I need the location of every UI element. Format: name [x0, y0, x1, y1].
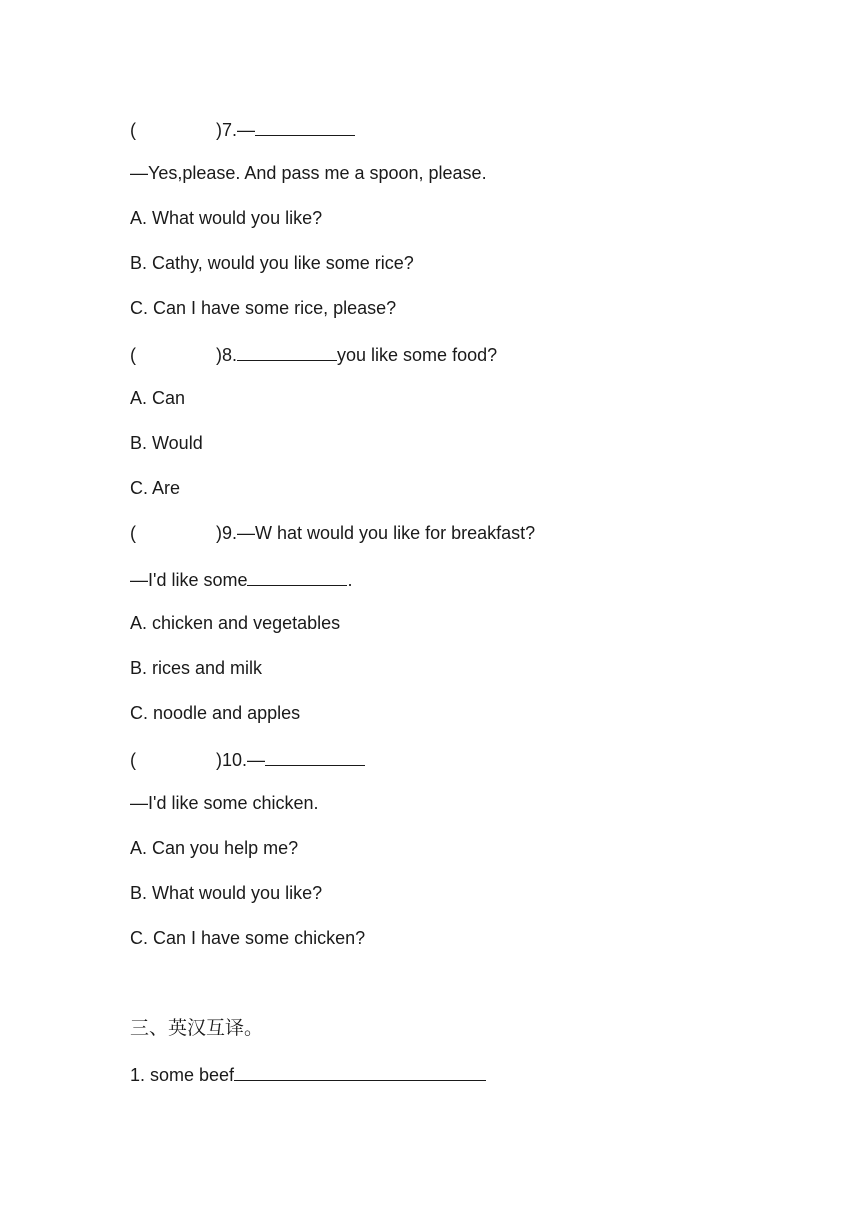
question-9-stem [130, 522, 535, 544]
q10-number: )10.— [216, 750, 266, 770]
q9-option-b: B. rices and milk [130, 658, 263, 678]
q10-option-a: A. Can you help me? [130, 838, 299, 858]
q10-open-paren: ( [130, 750, 136, 770]
q9-reply-pre: —I'd like some [130, 570, 248, 590]
translation-item-1-blank [234, 1062, 486, 1081]
q8-after-blank: you like some food? [337, 345, 498, 365]
question-7-stem [130, 117, 355, 141]
q10-option-c: C. Can I have some chicken? [130, 928, 366, 948]
q7-option-a: A. What would you like? [130, 208, 323, 228]
q9-reply [130, 567, 353, 591]
q9-blank [247, 567, 347, 586]
q10-option-b: B. What would you like? [130, 883, 323, 903]
q7-reply: —Yes,please. And pass me a spoon, please. [130, 163, 487, 183]
q8-option-a: A. Can [130, 388, 186, 408]
q7-blank [255, 117, 355, 136]
q9-reply-post: . [347, 570, 353, 590]
translation-item-1 [130, 1062, 486, 1086]
q8-blank [237, 342, 337, 361]
q9-number: )9.—W hat would you like for breakfast? [216, 523, 536, 543]
q8-number: )8. [216, 345, 238, 365]
q8-option-c: C. Are [130, 478, 181, 498]
q10-reply: —I'd like some chicken. [130, 793, 319, 813]
q9-open-paren: ( [130, 523, 136, 543]
q9-option-c: C. noodle and apples [130, 703, 301, 723]
translation-item-1-text: 1. some beef [130, 1065, 235, 1085]
q8-option-b: B. Would [130, 433, 203, 453]
q10-blank [265, 747, 365, 766]
q7-open-paren: ( [130, 120, 136, 140]
q7-number: )7.— [216, 120, 256, 140]
q9-option-a: A. chicken and vegetables [130, 613, 341, 633]
q8-open-paren: ( [130, 345, 136, 365]
q7-option-b: B. Cathy, would you like some rice? [130, 253, 414, 273]
question-8-stem [130, 342, 497, 366]
section-3-heading: 三、英汉互译。 [130, 1017, 264, 1039]
question-10-stem [130, 747, 365, 771]
q7-option-c: C. Can I have some rice, please? [130, 298, 397, 318]
